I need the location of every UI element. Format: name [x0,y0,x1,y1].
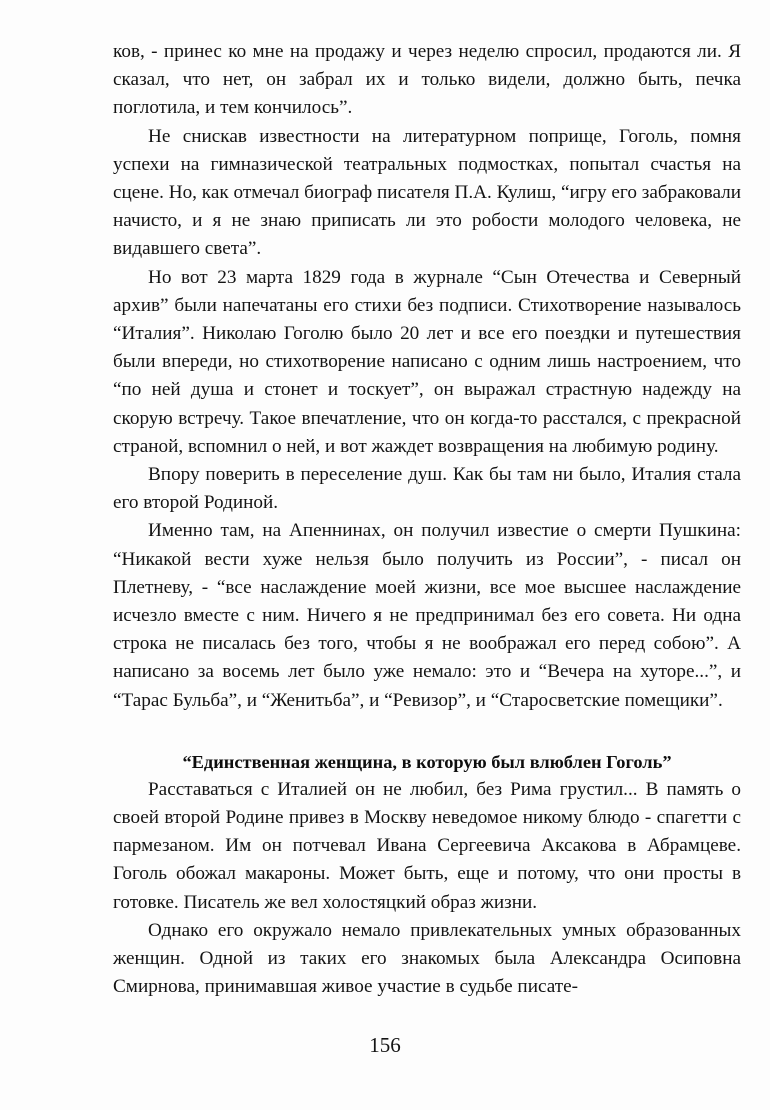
section-heading: “Единственная женщина, в которую был влюблен Гоголь” [182,751,672,772]
paragraph-4: Впору поверить в переселение душ. Как бы там ни было, Италия стала его второй Родиной. [113,464,741,514]
paragraph-5: Именно там, на Апеннинах, он получил известие о смерти Пушкина: “Никакой вести хуже нельзя было получить из России”, - писал он Плетневу, - “все наслаждение моей жизни, все мое высшее наслаждение исчезло вместе с ним. Ничего я не предпринимал без его совета. Ни одна строка не писалась без того, чтобы я не воображал его перед собою”. А написано за восемь лет было уже немало: это и “Вечера на хуторе...”, и “Тарас Бульба”, и “Женитьба”, и “Ревизор”, и “Старосветские помещики”. [113,520,741,711]
page-text [113,38,741,1002]
page-number: 156 [369,1033,401,1057]
paragraph-7: Однако его окружало немало привлекательных умных образованных женщин. Одной из таких его знакомых была Александра Осиповна Смирнова, принимавшая живое участие в судьбе писате- [113,919,741,998]
paragraph-6: Расставаться с Италией он не любил, без Рима грустил... В память о своей второй Родине привез в Москву неведомое никому блюдо - спагетти с пармезаном. Им он потчевал Ивана Сергеевича Аксакова в Абрамцеве. Гоголь обожал макароны. Может быть, еще и потому, что они просты в готовке. Писатель же вел холостяцкий образ жизни. [113,778,741,913]
paragraph-1: ков, - принес ко мне на продажу и через неделю спросил, продаются ли. Я сказал, что нет, он забрал их и только видели, должно быть, печка поглотила, и тем кончилось”. [113,41,741,119]
paragraph-3: Но вот 23 марта 1829 года в журнале “Сын Отечества и Северный архив” были напечатаны его стихи без подписи. Стихотворение называлось “Италия”. Николаю Гоголю было 20 лет и все его поездки и путешествия были впереди, но стихотворение написано с одним лишь настроением, что “по ней душа и стонет и тоскует”, он выражал страстную надежду на скорую встречу. Такое впечатление, что он когда-то расстался, с прекрасной страной, вспомнил о ней, и вот жаждет возвращения на любимую родину. [113,266,741,457]
paragraph-2: Не снискав известности на литературном поприще, Гоголь, помня успехи на гимназической театральных подмостках, попытал счастья на сцене. Но, как отмечал биограф писателя П.А. Кулиш, “игру его забраковали начисто, и я не знаю приписать ли это робости молодого человека, не видавшего света”. [113,125,741,260]
